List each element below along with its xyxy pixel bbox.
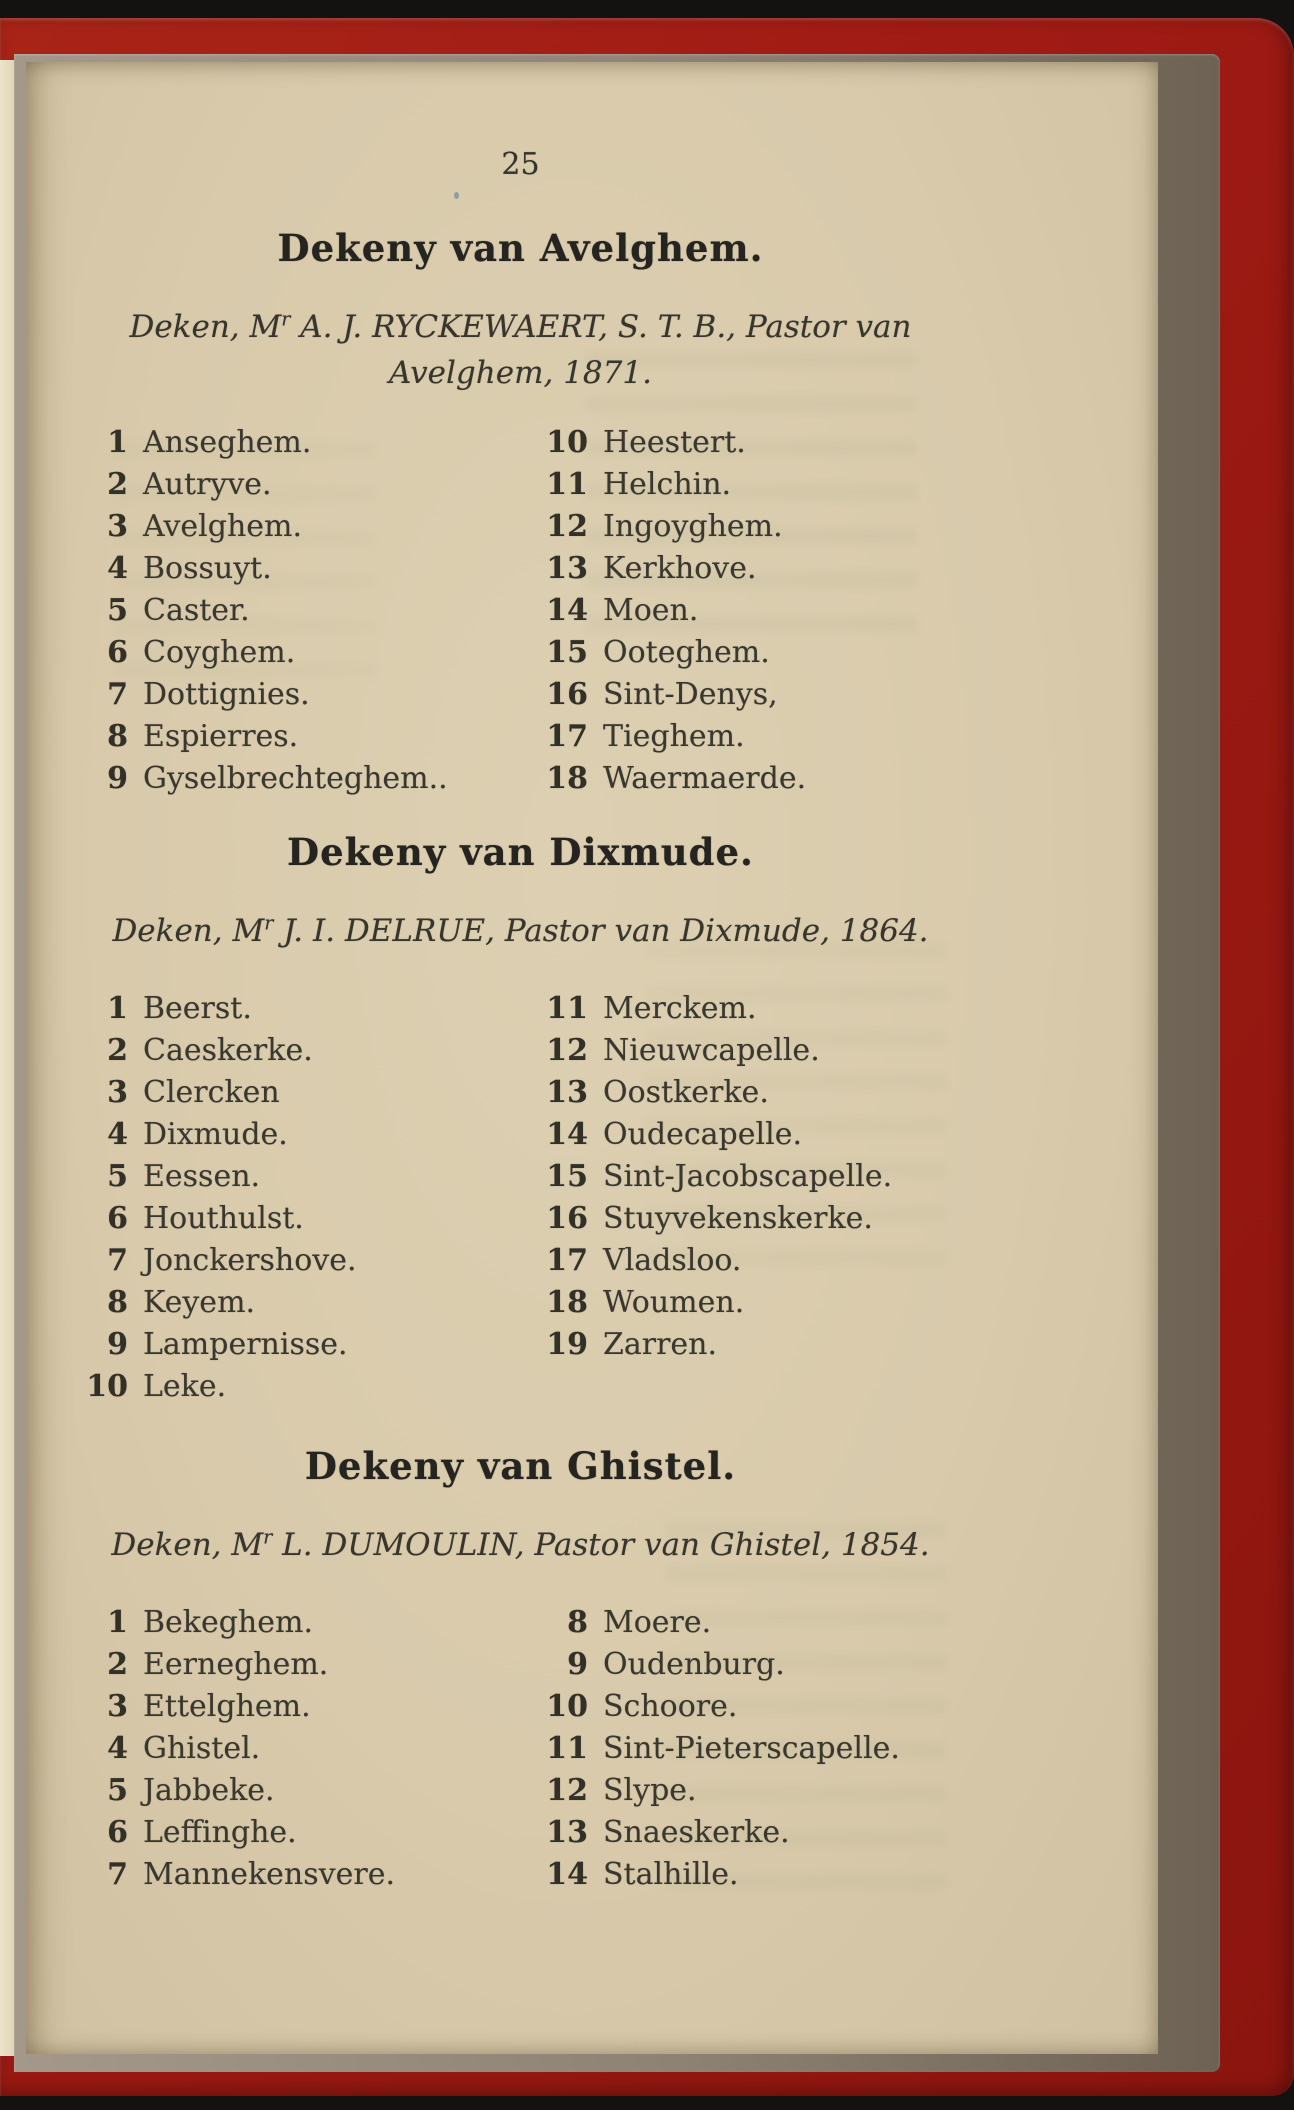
dean-text-line2: Avelghem, 1871. — [389, 355, 652, 391]
item-number: 17 — [546, 1243, 588, 1278]
item-number: 1 — [107, 425, 128, 460]
item-name: Moere. — [603, 1605, 712, 1640]
list-item — [528, 1114, 973, 1156]
list-column-left — [68, 988, 528, 1408]
list-item — [528, 1602, 973, 1644]
list-item — [68, 674, 528, 716]
item-number: 13 — [546, 551, 588, 586]
item-number: 10 — [546, 425, 588, 460]
list-item — [528, 1324, 973, 1366]
item-number: 14 — [546, 593, 588, 628]
list-item — [528, 988, 973, 1030]
list-item — [68, 422, 528, 464]
item-number: 9 — [107, 761, 128, 796]
item-name: Ghistel. — [143, 1731, 261, 1766]
item-name: Waermaerde. — [603, 761, 807, 796]
item-name: Eessen. — [143, 1159, 261, 1194]
dean-superscript: r — [281, 307, 291, 331]
item-number: 3 — [107, 1689, 128, 1724]
deanery-list-avelghem — [68, 422, 973, 800]
list-item — [528, 716, 973, 758]
item-number: 9 — [567, 1647, 588, 1682]
item-number: 5 — [107, 593, 128, 628]
item-name: Beerst. — [143, 991, 252, 1026]
book-page — [26, 62, 1158, 2054]
list-item — [528, 1072, 973, 1114]
item-name: Snaeskerke. — [603, 1815, 790, 1850]
page-content — [68, 148, 973, 1896]
list-column-left — [68, 422, 528, 800]
item-name: Bossuyt. — [143, 551, 272, 586]
item-name: Vladsloo. — [603, 1243, 742, 1278]
item-name: Dottignies. — [143, 677, 310, 712]
item-name: Coyghem. — [143, 635, 296, 670]
item-name: Houthulst. — [143, 1201, 304, 1236]
dean-superscript: r — [264, 911, 274, 935]
item-number: 12 — [546, 1033, 588, 1068]
item-number: 13 — [546, 1075, 588, 1110]
list-item — [68, 1728, 528, 1770]
list-item — [528, 1728, 973, 1770]
item-name: Sint-Pieterscapelle. — [603, 1731, 900, 1766]
list-item — [528, 1854, 973, 1896]
item-name: Schoore. — [603, 1689, 738, 1724]
item-number: 13 — [546, 1815, 588, 1850]
list-item — [528, 464, 973, 506]
item-name: Mannekensvere. — [143, 1857, 395, 1892]
list-item — [68, 506, 528, 548]
item-number: 5 — [107, 1773, 128, 1808]
item-number: 6 — [107, 635, 128, 670]
item-number: 18 — [546, 761, 588, 796]
item-number: 11 — [546, 991, 588, 1026]
item-name: Ettelghem. — [143, 1689, 311, 1724]
list-item — [68, 1602, 528, 1644]
item-number: 2 — [107, 467, 128, 502]
item-name: Slype. — [603, 1773, 697, 1808]
item-name: Espierres. — [143, 719, 299, 754]
deanery-list-ghistel — [68, 1602, 973, 1896]
list-item — [528, 1240, 973, 1282]
item-name: Oudenburg. — [603, 1647, 785, 1682]
list-item — [68, 1854, 528, 1896]
item-number: 2 — [107, 1033, 128, 1068]
list-column-left — [68, 1602, 528, 1896]
item-number: 3 — [107, 1075, 128, 1110]
item-number: 11 — [546, 1731, 588, 1766]
item-name: Keyem. — [143, 1285, 256, 1320]
list-column-right — [528, 988, 973, 1408]
item-name: Clercken — [143, 1075, 280, 1110]
dean-text: Deken, M — [112, 913, 265, 949]
list-item — [528, 632, 973, 674]
list-item — [528, 506, 973, 548]
item-number: 5 — [107, 1159, 128, 1194]
item-number: 7 — [107, 677, 128, 712]
item-number: 15 — [546, 1159, 588, 1194]
list-item — [68, 1644, 528, 1686]
item-number: 16 — [546, 1201, 588, 1236]
item-name: Ooteghem. — [603, 635, 770, 670]
page-number: 25 — [501, 147, 540, 182]
list-item — [528, 1644, 973, 1686]
item-name: Moen. — [603, 593, 699, 628]
item-number: 2 — [107, 1647, 128, 1682]
item-name: Caster. — [143, 593, 250, 628]
list-item — [68, 758, 528, 800]
list-item — [68, 1072, 528, 1114]
item-name: Caeskerke. — [143, 1033, 313, 1068]
list-item — [528, 422, 973, 464]
item-name: Leffinghe. — [143, 1815, 297, 1850]
item-number: 16 — [546, 677, 588, 712]
item-number: 1 — [107, 991, 128, 1026]
list-item — [68, 1198, 528, 1240]
deanery-list-dixmude — [68, 988, 973, 1408]
list-item — [68, 464, 528, 506]
item-name: Kerkhove. — [603, 551, 757, 586]
item-number: 14 — [546, 1117, 588, 1152]
list-item — [68, 1770, 528, 1812]
item-number: 15 — [546, 635, 588, 670]
item-number: 10 — [546, 1689, 588, 1724]
item-number: 7 — [107, 1857, 128, 1892]
list-item — [528, 1812, 973, 1854]
item-name: Sint-Denys, — [603, 677, 778, 712]
list-item — [68, 716, 528, 758]
list-item — [68, 1282, 528, 1324]
item-name: Stalhille. — [603, 1857, 739, 1892]
list-item — [68, 988, 528, 1030]
facing-page-edge — [0, 60, 14, 2056]
item-number: 8 — [107, 1285, 128, 1320]
item-name: Anseghem. — [143, 425, 312, 460]
dean-text: J. I. DELRUE, Pastor van Dixmude, 1864. — [273, 913, 929, 949]
item-number: 18 — [546, 1285, 588, 1320]
item-name: Merckem. — [603, 991, 757, 1026]
list-column-right — [528, 1602, 973, 1896]
item-name: Bekeghem. — [143, 1605, 313, 1640]
section-heading-dixmude: Dekeny van Dixmude. — [287, 830, 754, 874]
list-item — [68, 1324, 528, 1366]
list-item — [528, 1156, 973, 1198]
dean-superscript: r — [263, 1525, 273, 1549]
item-number: 12 — [546, 509, 588, 544]
list-item — [68, 1240, 528, 1282]
item-name: Heestert. — [603, 425, 746, 460]
dean-text: A. J. RYCKEWAERT, S. T. B., Pastor van — [290, 309, 912, 345]
list-item — [68, 1812, 528, 1854]
list-item — [528, 1198, 973, 1240]
item-number: 4 — [107, 551, 128, 586]
item-name: Gyselbrechteghem.. — [143, 761, 448, 796]
dean-text: Deken, M — [129, 309, 282, 345]
item-name: Sint-Jacobscapelle. — [603, 1159, 893, 1194]
list-item — [528, 1030, 973, 1072]
list-item — [68, 1686, 528, 1728]
list-item — [68, 590, 528, 632]
dean-text: L. DUMOULIN, Pastor van Ghistel, 1854. — [272, 1527, 930, 1563]
dean-line-dixmude — [68, 908, 973, 954]
list-item — [68, 1366, 528, 1408]
list-column-right — [528, 422, 973, 800]
item-name: Zarren. — [603, 1327, 718, 1362]
item-number: 3 — [107, 509, 128, 544]
list-item — [528, 674, 973, 716]
section-heading-ghistel: Dekeny van Ghistel. — [304, 1444, 737, 1488]
item-name: Nieuwcapelle. — [603, 1033, 820, 1068]
list-item — [528, 590, 973, 632]
item-number: 8 — [567, 1605, 588, 1640]
list-item — [528, 1686, 973, 1728]
list-item — [68, 1156, 528, 1198]
item-name: Leke. — [143, 1369, 227, 1404]
item-name: Oostkerke. — [603, 1075, 769, 1110]
item-number: 17 — [546, 719, 588, 754]
item-name: Jonckershove. — [143, 1243, 357, 1278]
item-number: 9 — [107, 1327, 128, 1362]
list-item — [68, 1030, 528, 1072]
list-item — [528, 758, 973, 800]
item-name: Lampernisse. — [143, 1327, 348, 1362]
list-item — [68, 632, 528, 674]
item-number: 8 — [107, 719, 128, 754]
item-number: 7 — [107, 1243, 128, 1278]
item-name: Eerneghem. — [143, 1647, 329, 1682]
dean-text: Deken, M — [111, 1527, 264, 1563]
dean-line-avelghem — [68, 304, 973, 396]
item-name: Avelghem. — [143, 509, 303, 544]
list-item — [68, 1114, 528, 1156]
item-number: 10 — [86, 1369, 128, 1404]
item-name: Oudecapelle. — [603, 1117, 802, 1152]
item-name: Ingoyghem. — [603, 509, 783, 544]
item-name: Helchin. — [603, 467, 732, 502]
list-item — [528, 1282, 973, 1324]
item-name: Tieghem. — [603, 719, 745, 754]
list-item — [528, 1770, 973, 1812]
item-number: 19 — [546, 1327, 588, 1362]
item-number: 14 — [546, 1857, 588, 1892]
item-number: 12 — [546, 1773, 588, 1808]
section-heading-avelghem: Dekeny van Avelghem. — [277, 226, 764, 270]
item-number: 11 — [546, 467, 588, 502]
item-number: 6 — [107, 1815, 128, 1850]
item-number: 6 — [107, 1201, 128, 1236]
dean-line-ghistel — [68, 1522, 973, 1568]
item-name: Jabbeke. — [143, 1773, 275, 1808]
item-name: Dixmude. — [143, 1117, 288, 1152]
item-name: Stuyvekenskerke. — [603, 1201, 873, 1236]
list-item — [528, 548, 973, 590]
item-number: 1 — [107, 1605, 128, 1640]
item-name: Woumen. — [603, 1285, 745, 1320]
item-number: 4 — [107, 1731, 128, 1766]
item-number: 4 — [107, 1117, 128, 1152]
list-item — [68, 548, 528, 590]
item-name: Autryve. — [143, 467, 272, 502]
